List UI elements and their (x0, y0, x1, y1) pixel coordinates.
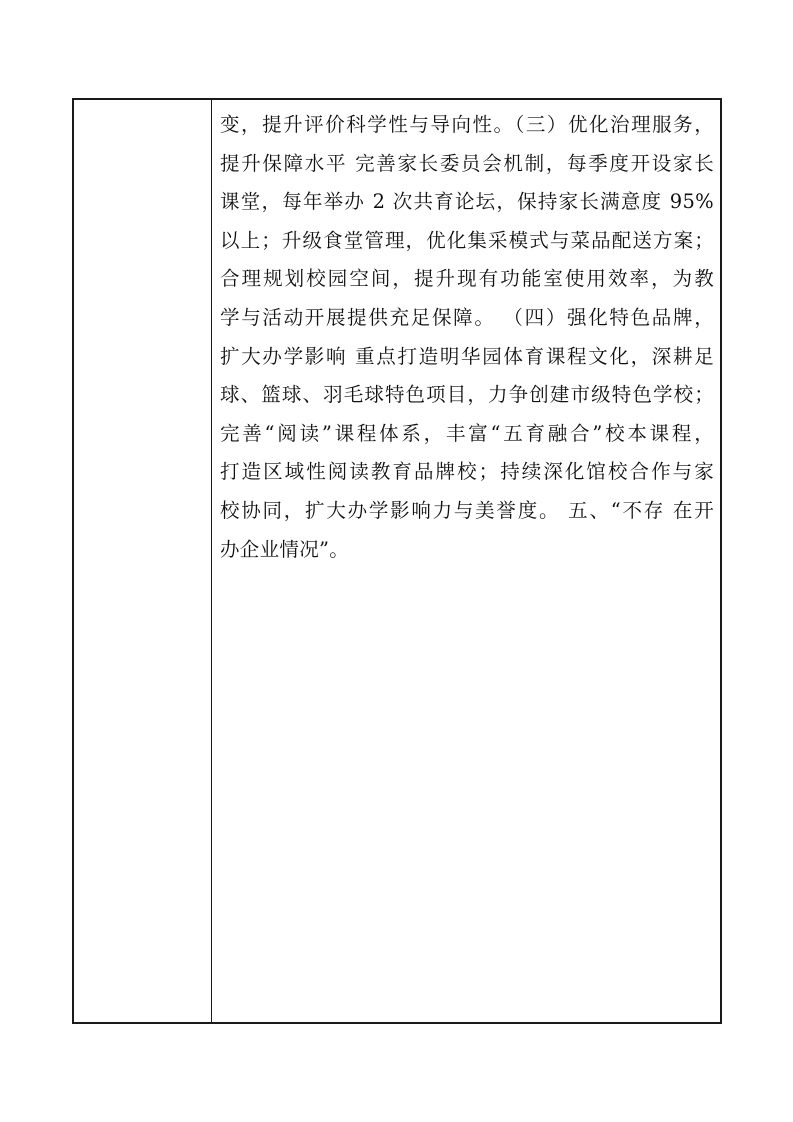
text-line: 办企业情况”。 (220, 537, 350, 561)
text-line: 变，提升评价科学性与导向性。（三）优化治理服务， (220, 113, 714, 136)
content-table (72, 98, 722, 1024)
text-line: 合理规划校园空间，提升现有功能室使用效率，为教 (220, 267, 714, 291)
text-line: 以上；升级食堂管理，优化集采模式与菜品配送方案； (220, 228, 714, 252)
text-line: 课堂，每年举办 2 次共育论坛，保持家长满意度 95% (220, 190, 714, 214)
text-line: 完善“阅读”课程体系，丰富“五育融合”校本课程， (220, 421, 714, 445)
text-line: 提升保障水平 完善家长委员会机制，每季度开设家长 (220, 151, 714, 175)
text-line: 扩大办学影响 重点打造明华园体育课程文化，深耕足 (220, 344, 714, 368)
text-line: 学与活动开展提供充足保障。 （四）强化特色品牌， (220, 305, 714, 329)
text-line: 校协同，扩大办学影响力与美誉度。 五、“不存 在开 (220, 498, 714, 522)
text-line: 球、篮球、羽毛球特色项目，力争创建市级特色学校； (220, 383, 714, 407)
content-cell (212, 100, 720, 1022)
text-line: 打造区域性阅读教育品牌校；持续深化馆校合作与家 (220, 460, 714, 484)
label-cell (74, 100, 212, 1022)
